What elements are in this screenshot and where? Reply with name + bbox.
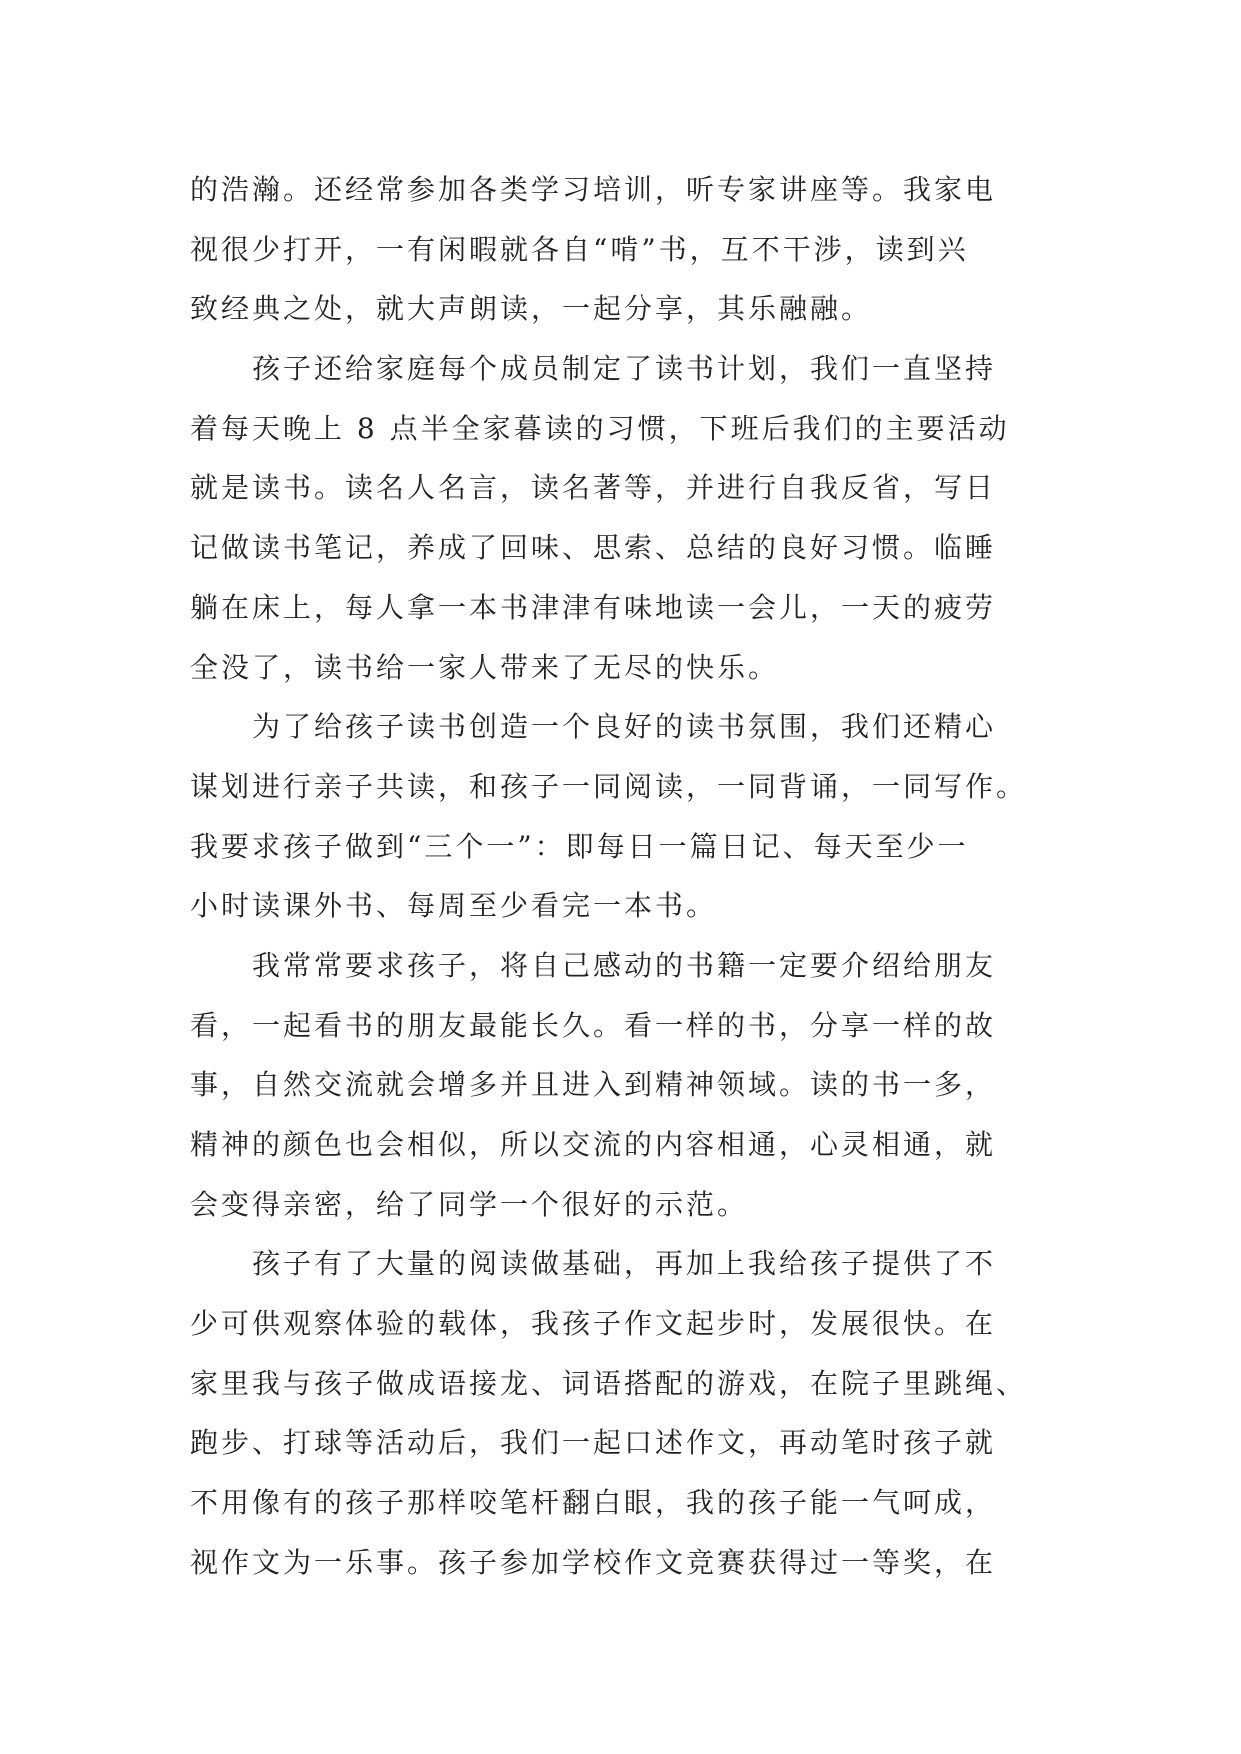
text-line: 跑步、打球等活动后，我们一起口述作文，再动笔时孩子就 xyxy=(190,1426,997,1460)
body-text xyxy=(190,160,1050,1593)
text-line: 家里我与孩子做成语接龙、词语搭配的游戏，在院子里跳绳、 xyxy=(190,1366,1028,1400)
text-line: 我常常要求孩子，将自己感动的书籍一定要介绍给朋友 xyxy=(190,948,997,982)
text-line: 小时读课外书、每周至少看完一本书。 xyxy=(190,889,718,923)
text-line: 会变得亲密，给了同学一个很好的示范。 xyxy=(190,1187,749,1221)
text-line: 谋划进行亲子共读，和孩子一同阅读，一同背诵，一同写作。 xyxy=(190,769,1028,803)
text-line: 就是读书。读名人名言，读名著等，并进行自我反省，写日 xyxy=(190,471,997,505)
text-line: 致经典之处，就大声朗读，一起分享，其乐融融。 xyxy=(190,292,873,326)
text-line: 着每天晚上 8 点半全家暮读的习惯，下班后我们的主要活动 xyxy=(190,411,1010,445)
text-line: 少可供观察体验的载体，我孩子作文起步时，发展很快。在 xyxy=(190,1307,997,1341)
text-line: 躺在床上，每人拿一本书津津有味地读一会儿，一天的疲劳 xyxy=(190,590,997,624)
text-line: 的浩瀚。还经常参加各类学习培训，听专家讲座等。我家电 xyxy=(190,173,997,206)
text-line: 为了给孩子读书创造一个良好的读书氛围，我们还精心 xyxy=(190,710,997,744)
text-line: 不用像有的孩子那样咬笔杆翻白眼，我的孩子能一气呵成， xyxy=(190,1486,997,1520)
text-line: 记做读书笔记，养成了回味、思索、总结的良好习惯。临睡 xyxy=(190,531,997,565)
text-line: 精神的颜色也会相似，所以交流的内容相通，心灵相通，就 xyxy=(190,1128,997,1161)
text-line: 孩子有了大量的阅读做基础，再加上我给孩子提供了不 xyxy=(190,1247,997,1281)
text-line: 视作文为一乐事。孩子参加学校作文竞赛获得过一等奖，在 xyxy=(190,1545,997,1579)
text-line: 看，一起看书的朋友最能长久。看一样的书，分享一样的故 xyxy=(190,1008,997,1042)
text-line: 我要求孩子做到“三个一”：即每日一篇日记、每天至少一 xyxy=(190,829,969,863)
text-line: 全没了，读书给一家人带来了无尽的快乐。 xyxy=(190,650,780,684)
text-line: 孩子还给家庭每个成员制定了读书计划，我们一直坚持 xyxy=(190,352,997,386)
text-line: 视很少打开，一有闲暇就各自“啃”书，互不干涉，读到兴 xyxy=(190,232,969,266)
text-line: 事，自然交流就会增多并且进入到精神领域。读的书一多， xyxy=(190,1068,997,1102)
